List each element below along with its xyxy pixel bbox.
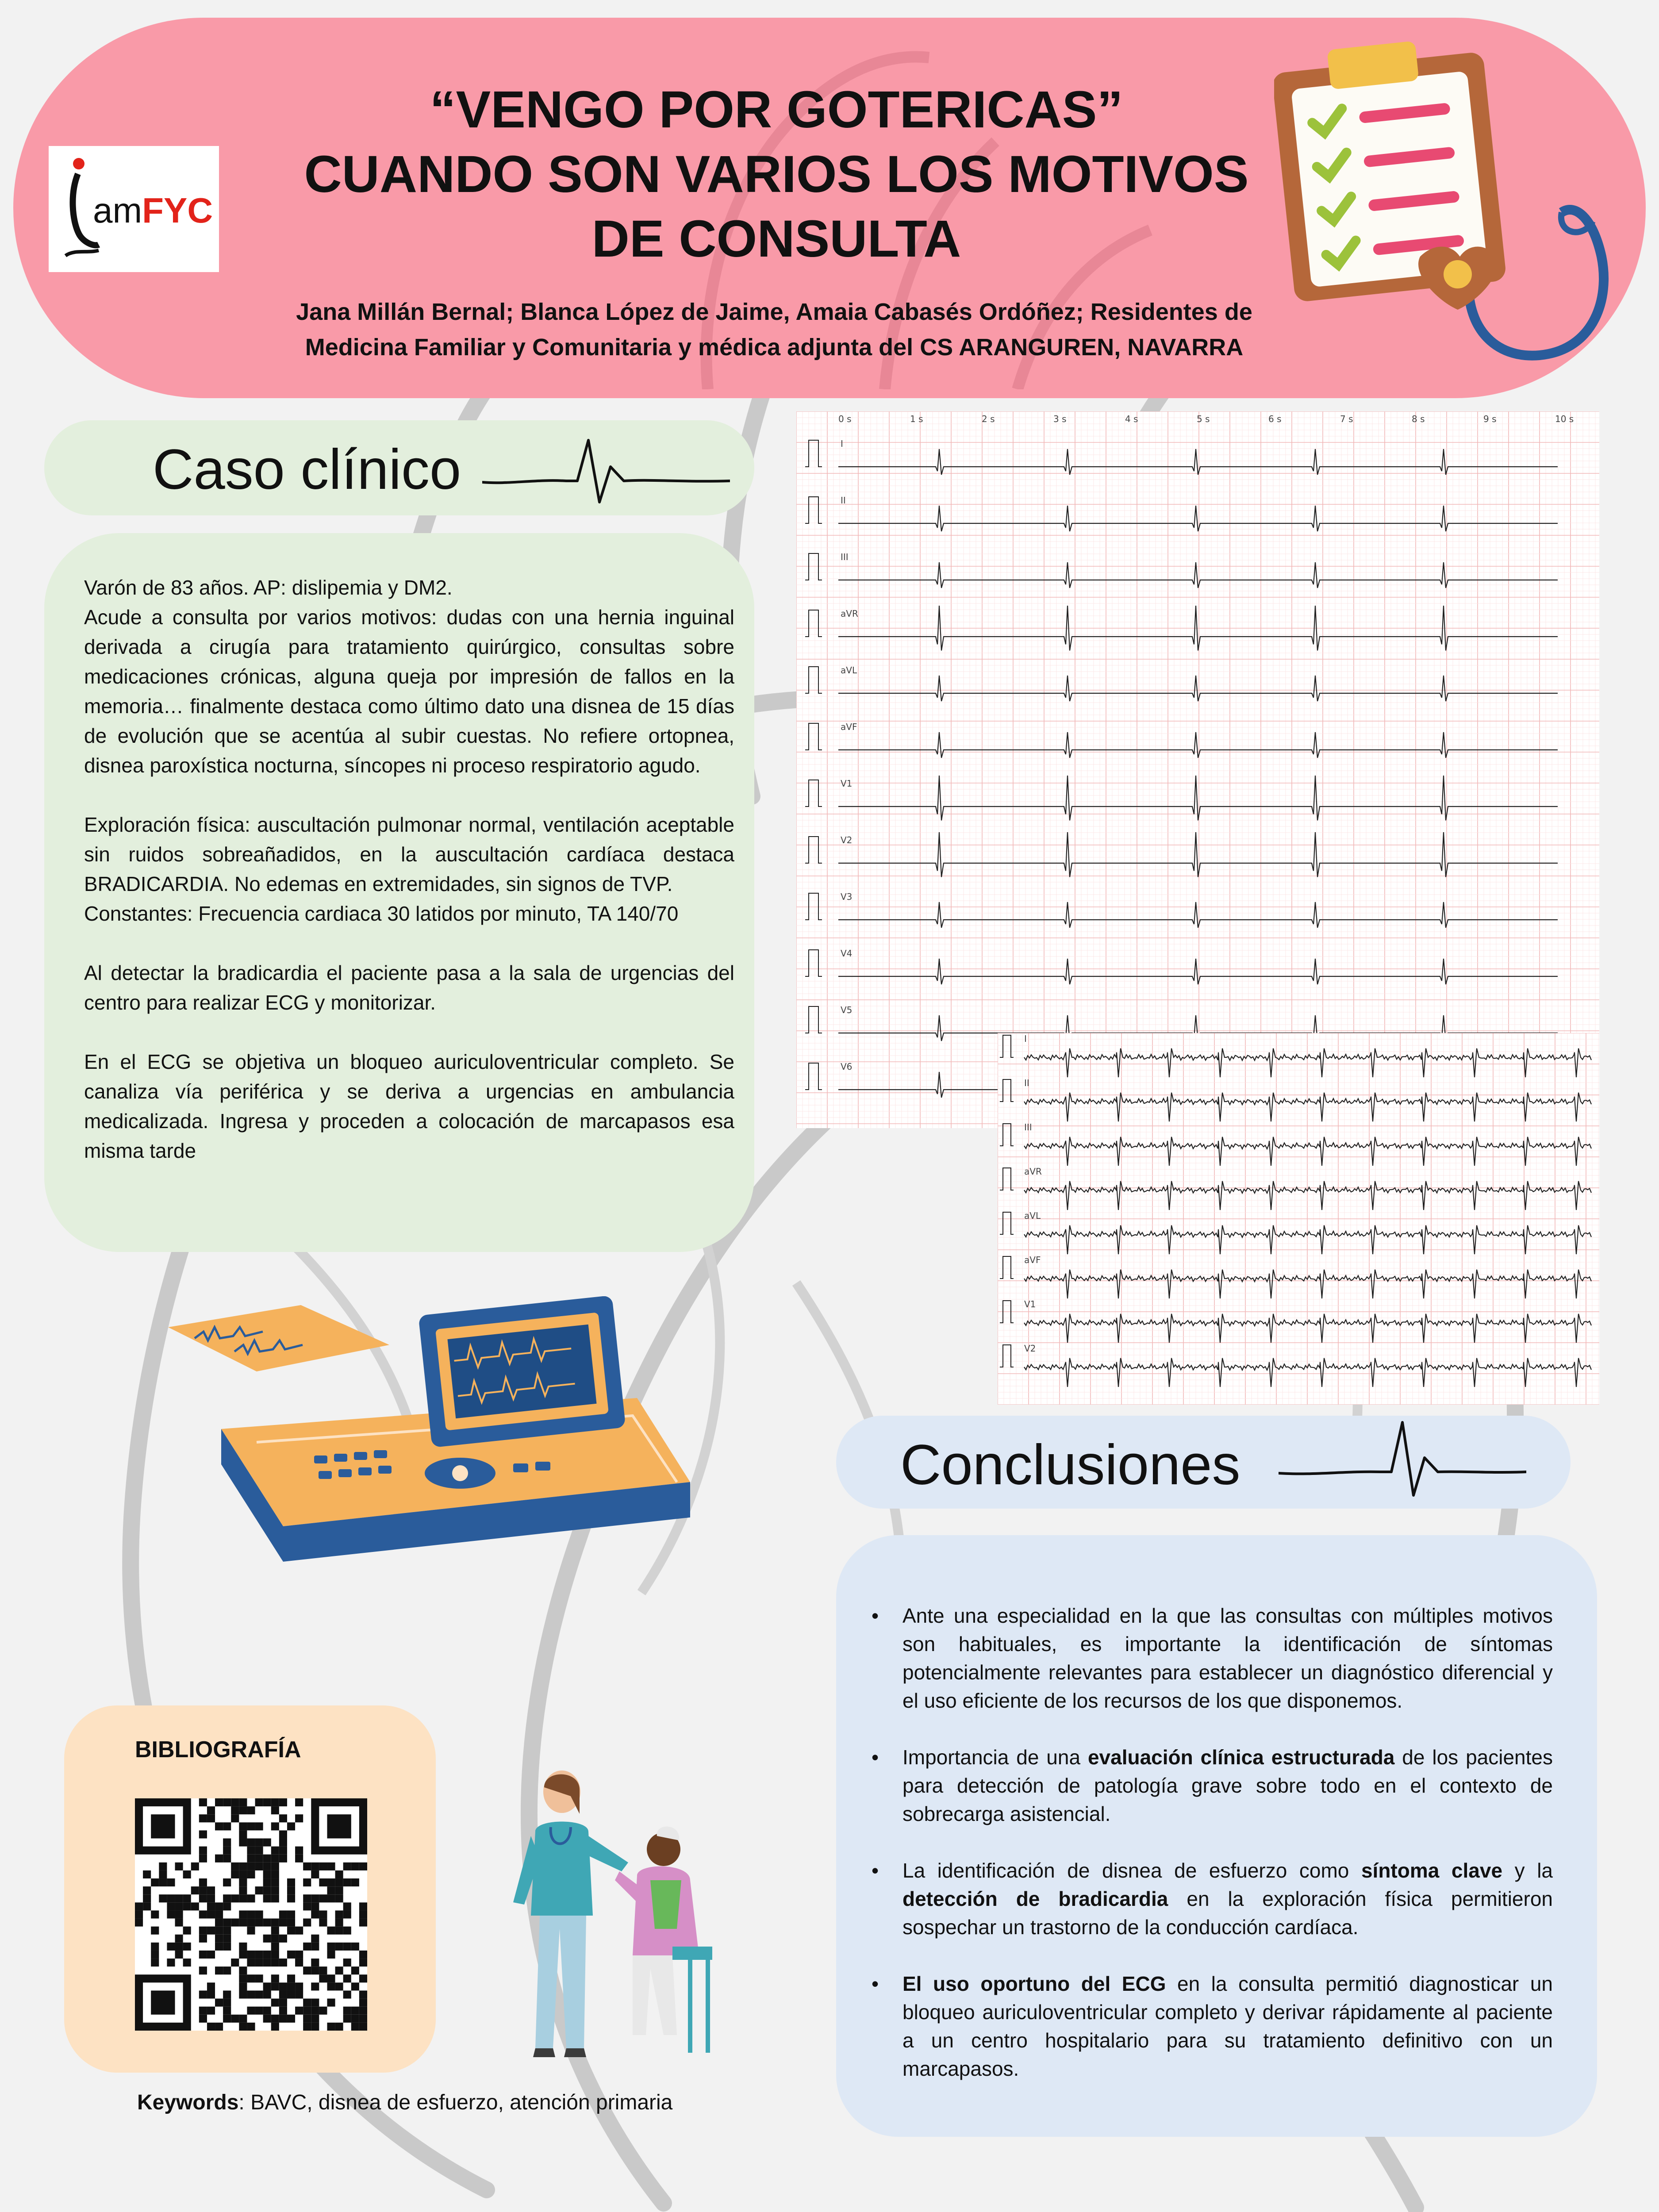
calibration-pulse — [1000, 1345, 1014, 1367]
calibration-pulse — [805, 950, 822, 976]
ecg-lead-label: I — [1024, 1033, 1027, 1044]
calibration-pulse — [805, 610, 822, 637]
conclusion-bullet-2 — [872, 1743, 1553, 1828]
case-paragraph-5: Al detectar la bradicardia el paciente pasa a la sala de urgencias del centro para realizar ECG y monitorizar. — [84, 961, 734, 1014]
calibration-pulse — [1000, 1035, 1014, 1057]
doctor-patient-illustration — [504, 1770, 734, 2088]
conclusion-bullet-3 — [872, 1856, 1553, 1941]
ecg-lead-label: III — [841, 552, 849, 562]
keywords — [137, 2090, 672, 2115]
ecg-lead-label: V6 — [841, 1061, 853, 1072]
authors-line-2: Medicina Familiar y Comunitaria y médica adjunta del CS ARANGUREN, NAVARRA — [305, 334, 1244, 361]
conclusions-heading: Conclusiones — [900, 1433, 1240, 1497]
calibration-pulse — [1000, 1256, 1014, 1279]
ecg-lead-trace — [838, 506, 1558, 531]
conclusion-text-3b: y la — [1502, 1859, 1553, 1882]
case-heading: Caso clínico — [153, 438, 461, 501]
calibration-pulse — [805, 893, 822, 920]
ecg-12-lead-tracing — [796, 411, 1599, 1128]
case-paragraph-3: Exploración física: auscultación pulmonar normal, ventilación aceptable sin ruidos sobreañadidos, en la auscultación cardíaca destaca BRADICARDIA. No edemas en extremidades, sin signos de TVP. — [84, 813, 734, 895]
ecg-lead-label: aVF — [1024, 1255, 1041, 1265]
bibliography-title: BIBLIOGRAFÍA — [135, 1737, 301, 1763]
ecg-time-tick: 3 s — [1053, 414, 1067, 424]
ecg-time-tick: 7 s — [1340, 414, 1353, 424]
ecg-lead-trace — [838, 449, 1558, 475]
keywords-label: Keywords — [137, 2091, 239, 2114]
qr-code[interactable] — [135, 1798, 367, 2031]
logo-accent: FYC — [142, 191, 213, 230]
ecg-lead-label: aVR — [1024, 1166, 1042, 1177]
conclusion-bold-4: El uso oportuno del ECG — [902, 1972, 1166, 1995]
case-heading-pill — [44, 420, 754, 515]
calibration-pulse — [1000, 1212, 1014, 1234]
amfyc-logo — [49, 146, 219, 272]
ecg-lead-trace — [838, 732, 1558, 758]
ecg-lead-label: II — [1024, 1078, 1029, 1088]
ecg-lead-label: I — [841, 438, 843, 449]
authors — [248, 294, 1301, 365]
ecg-lead-label: V2 — [1024, 1343, 1036, 1354]
ecg-grid — [796, 411, 1599, 1128]
calibration-pulse — [1000, 1079, 1014, 1102]
conclusion-text-2a: Importancia de una — [902, 1746, 1088, 1769]
calibration-pulse — [805, 667, 822, 693]
ecg-lead-label: V1 — [1024, 1299, 1036, 1310]
ecg-lead-label: V3 — [841, 891, 853, 902]
conclusions-heading-pill — [836, 1416, 1571, 1509]
conclusion-bold-3a: síntoma clave — [1361, 1859, 1503, 1882]
conclusion-text-3c: en la exploración física permitieron sospechar un trastorno de la conducción cardíaca. — [902, 1887, 1553, 1939]
ecg-lead-label: V2 — [841, 835, 853, 845]
conclusion-bold-3b: detección de bradicardia — [902, 1887, 1168, 1910]
conclusion-bullet-1 — [872, 1601, 1553, 1715]
case-paragraph-4: Constantes: Frecuencia cardiaca 30 latidos por minuto, TA 140/70 — [84, 902, 679, 925]
keywords-text: : BAVC, disnea de esfuerzo, atención primaria — [238, 2091, 673, 2114]
conclusions-box — [836, 1535, 1597, 2137]
ecg-lead-label: aVR — [841, 608, 858, 619]
case-paragraph-1: Varón de 83 años. AP: dislipemia y DM2. — [84, 576, 453, 599]
ecg-time-tick: 4 s — [1125, 414, 1138, 424]
heartbeat-icon — [482, 431, 730, 507]
ecg-lead-label: V1 — [841, 778, 853, 789]
ecg-lead-trace — [838, 902, 1558, 928]
ecg-time-tick: 0 s — [838, 414, 852, 424]
ecg-time-tick: 1 s — [910, 414, 923, 424]
title-line-2: CUANDO SON VARIOS LOS MOTIVOS — [304, 145, 1249, 204]
conclusion-text-2b: de los pacientes para detección de patología grave sobre todo en el contexto de sobrecarga asistencial. — [902, 1746, 1553, 1825]
title-line-3: DE CONSULTA — [591, 210, 961, 268]
ecg-lead-label: aVL — [1024, 1210, 1041, 1221]
conclusion-text-1: Ante una especialidad en la que las consultas con múltiples motivos son habituales, es importante la identificación de síntomas potencialmente relevantes para establecer un diagnóstico diferencial y el uso eficiente de los recursos de los que disponemos. — [902, 1604, 1553, 1712]
calibration-pulse — [805, 497, 822, 523]
ecg-time-tick: 8 s — [1412, 414, 1425, 424]
ecg-grid — [998, 1033, 1599, 1405]
conclusion-text-4: en la consulta permitió diagnosticar un bloqueo auriculoventricular completo y derivar rápidamente al paciente a un centro hospitalario para su tratamiento definitivo con un marcapasos. — [902, 1972, 1553, 2080]
calibration-pulse — [805, 553, 822, 580]
clipboard-stethoscope-illustration — [1274, 27, 1628, 380]
case-paragraph-2: Acude a consulta por varios motivos: dudas con una hernia inguinal derivada a cirugía para tratamiento quirúrgico, consultas sobre medicaciones crónicas, alguna queja por impresión de fallos en la memoria… finalmente destaca como último dato una disnea de 15 días de evolución que se acentúa al subir cuestas. No refiere ortopnea, disnea paroxística nocturna, síncopes ni proceso respiratorio agudo. — [84, 606, 734, 777]
ecg-time-tick: 6 s — [1268, 414, 1282, 424]
calibration-pulse — [805, 440, 822, 467]
ecg-time-tick: 10 s — [1555, 414, 1574, 424]
ecg-lead-trace — [838, 676, 1558, 701]
ecg-time-tick: 2 s — [982, 414, 995, 424]
ecg-time-tick: 9 s — [1483, 414, 1497, 424]
ecg-lead-label: aVL — [841, 665, 857, 676]
conclusion-text-3a: La identificación de disnea de esfuerzo como — [902, 1859, 1361, 1882]
conclusion-bold-2: evaluación clínica estructurada — [1087, 1746, 1395, 1769]
calibration-pulse — [805, 780, 822, 806]
bibliography-box — [64, 1705, 436, 2073]
calibration-pulse — [805, 1006, 822, 1033]
ecg-time-tick: 5 s — [1197, 414, 1210, 424]
ecg-lead-label: II — [841, 495, 846, 506]
conclusion-bullet-4 — [872, 1970, 1553, 2083]
ecg-lead-label: V4 — [841, 948, 853, 959]
case-paragraph-6: En el ECG se objetiva un bloqueo auriculoventricular completo. Se canaliza vía periférica y se deriva a urgencias en ambulancia medicalizada. Ingresa y proceden a colocación de marcapasos esa misma tarde — [84, 1050, 734, 1162]
calibration-pulse — [1000, 1124, 1014, 1146]
ecg-monitor-tracing — [998, 1033, 1599, 1405]
calibration-pulse — [805, 1063, 822, 1090]
ecg-lead-label: III — [1024, 1122, 1032, 1133]
heartbeat-icon — [1279, 1405, 1526, 1502]
ecg-lead-label: aVF — [841, 722, 857, 732]
logo-prefix: am — [93, 191, 142, 230]
calibration-pulse — [805, 837, 822, 863]
title-line-1: “VENGO POR GOTERICAS” — [430, 81, 1123, 139]
ecg-machine-illustration — [168, 1296, 708, 1579]
ecg-lead-label: V5 — [841, 1005, 853, 1015]
case-description-box — [44, 533, 754, 1252]
authors-line-1: Jana Millán Bernal; Blanca López de Jaime, Amaia Cabasés Ordóñez; Residentes de — [296, 299, 1252, 325]
calibration-pulse — [1000, 1168, 1014, 1190]
poster-title — [221, 77, 1332, 271]
